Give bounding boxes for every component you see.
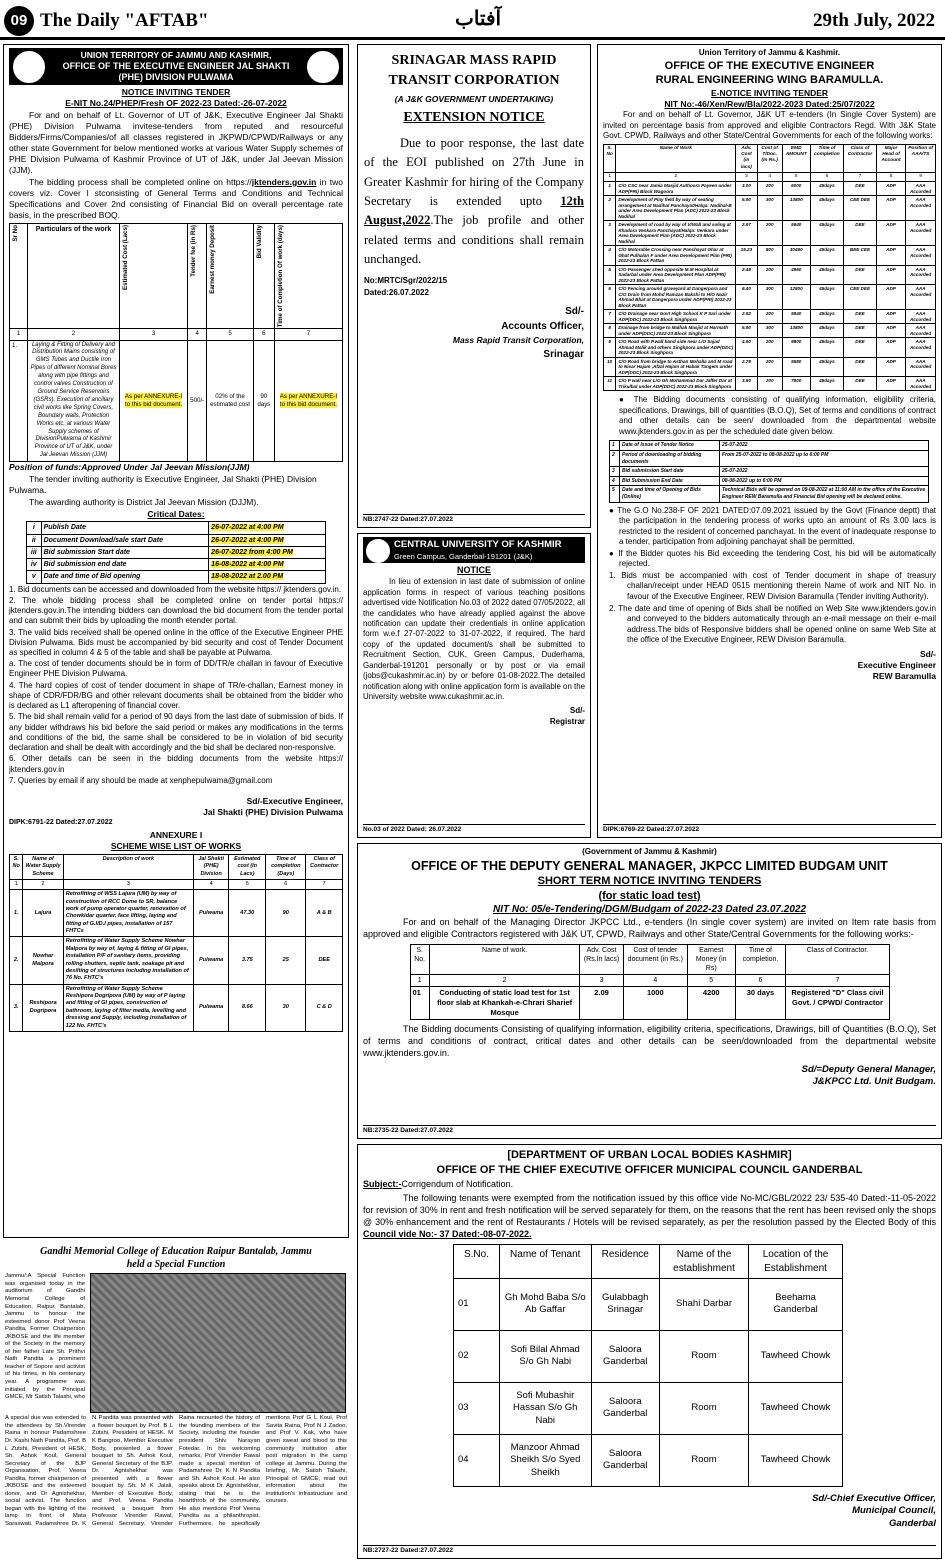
phe-point: a. The cost of tender documents should be in form of DD/TR/e challan in favour of Executive Engineer PHE Division Pulwama. (9, 659, 343, 679)
smrt-date: Dated:26.07.2022 (364, 288, 429, 298)
phe-para-1: For and on behalf of Lt. Governor of UT of J&K, Executive Engineer Jal Shakti (PHE) Division Pulwama invitese-tenders from reputed and resourceful Bidders/Firms/Companies/of all classes registered in JKPWD/CPWD/Railways or any other state Government for below mentioned works at various Water Supply schemes of PHE Division Pulwama of Kashmir Province of UT of J&K, under Jal Jeevan Mission (JJM). (9, 109, 343, 175)
rew-point-2: 2. The date and time of opening of Bids shall be notified on Web Site www.jktenders.gov.in and conveyed to the bidders automatically through an e-mail message on their e-mail address.The bids of Responsive bidders shall be opened online on same Web Site at the office of the Executive Engineer, REW Division Baramulla. (609, 603, 936, 645)
jkpcc-signatory: Sd/=Deputy General Manager, (801, 1063, 936, 1075)
rew-bullet-1: ● The Bidding documents consisting of qualifying information, eligibility criteria, specifications, Drawings, bill of quantities (B.O.Q), Set of terms and conditions of contract and other details can be seen/ downloaded from the departmental website www.jktenders.gov.in as per the scheduled date given below. (619, 395, 936, 436)
rew-works-table (603, 144, 936, 392)
jal-shakti-logo-icon (307, 51, 339, 83)
rew-bullet-3: ● If the Bidder quotes his Bid exceeding the tendering Cost, his bid will be automatically rejected. (609, 548, 936, 569)
issue-date: 29th July, 2022 (813, 10, 935, 31)
jkpcc-subtitle: (for static load test) (598, 889, 701, 902)
jkpcc-nit: NIT No: 05/e-Tendering/DGM/Budgam of 2022-23 Dated 23.07.2022 (492, 904, 807, 916)
table-row: 2. Nowhar Malpora Retrofitting of Water Supply Scheme Nowhar Malpora by way of, laying & fitting of GI pipes, installation P/F of sanitary items, providing rolling shutters, septic tank, soakage pit and desilting of structures including installation of 76 No. FHTC's Pulwama 3.75 25 DEE (10, 937, 343, 984)
phe-point: 2. The whole bidding process shall be completed online on tender portal https:// jktenders.gov.in.The intending bidders can download the bid document from the tender portal and can submit their bids by uploading the month etender portal. (9, 595, 343, 626)
paper-name: The Daily "AFTAB" (40, 10, 209, 31)
table-row: 1 2 3 4 5 6 7 (10, 879, 343, 889)
rew-dipk: DIPK:6769-22 Dated:27.07.2022 (603, 824, 936, 835)
smrt-signatory: Accounts Officer, (501, 320, 584, 332)
table-row: 7 C/O Drainage near Govt High School K P Sari under ADP(DDC) 2022-23 Block Singhpora 2.92 200 5840 45days DEE ADP AAA Accorded (604, 310, 936, 324)
phe-signatory-office: Jal Shakti (PHE) Division Pulwama (203, 807, 343, 818)
table-row: 5 C/O Passenger shed opposite M.M Hospital at Sadarbal under Area Development Plan ADP(PRI) 2022-23 Block Pattan 2.48 200 4960 45days DEE ADP AAA Accorded (604, 265, 936, 285)
phe-points (9, 585, 343, 786)
mcg-subject: Subject:-Corrigendum of Notification. (363, 1179, 514, 1190)
table-row: 1 C/O CSC near Jamia Masjid Authoora Payeen under ADP(PRI) Block Wagoora 3.00 200 6000 45days DEE ADP AAA Accorded (604, 182, 936, 196)
jkpcc-nb: NB:2735-22 Dated:27.07.2022 (363, 1125, 936, 1136)
table-row: iii Bid submission Start date 26-07-2022 from 4:00 PM (27, 546, 326, 558)
jkpcc-notice-title: SHORT TERM NOTICE INVITING TENDERS (537, 875, 762, 888)
mcg-nb: NB:2727-22 Dated:27.07.2022 (363, 1545, 936, 1556)
table-row: 10 C/O Road from bridge to Asthan Mohalla and M road to Nisar Hajam ,Afzal Hajam at Habak Tangem under ADP(DDC) 2022-23 Block Singhpora 2.79 200 5580 45days DEE ADP AAA Accorded (604, 357, 936, 377)
rew-signatory: Executive Engineer (857, 659, 936, 670)
table-row: 1 2 3 4 5 6 7 (10, 329, 343, 340)
phe-notice-title: NOTICE INVITING TENDER (121, 87, 231, 98)
table-row: 1 2 3 4 5 6 7 (410, 975, 889, 987)
phe-nit-number: E-NIT No.24/PHEP/Fresh OF 2022-23 Dated:-26-07-2022 (65, 98, 287, 109)
gmc-subheadline: held a Special Function (126, 1259, 226, 1271)
table-header-row: Sr No Particulars of the work Estimated Cost (Lacs) Tender fee (in Rs) Earnest money Deposit Bid Validity Time of Completion Of work (days) (10, 224, 343, 329)
rew-dates-table (609, 440, 929, 502)
table-row: 1. Laying & Fitting of Delivery and Distribution Mains consisting of GMS Tubes and Ductile Iron Pipes of different Nominal Bores along with pipe fittings and control valves Construction of Ground Service Reservoirs (GSRs), Execution of ancillary civil works like Spring Covers, Boundary walls, Protection Works etc. at various Water Supply schemes of DivisionPulwama of Kashmir Province of UT of J&K, under Jal Jeevan Mission (JJM) As per ANNEXURE-I to this bid document. 500/- 02% of the estimated cost 90 days As per ANNEXURE-I to this bid document. (10, 340, 343, 462)
table-header-row: S. No Name of Work Adv. Cost (in lacs) Cost of T/Doc. (In Rs.) EMD AMOUNT Time of completion Class of Contractor Major Head of Account Position of AAA/TS (604, 144, 936, 172)
table-row: 6 C/O Fencing around graveyard at Dangerpora and C/O Drain from Mohd Ramzan Bakshi to H/O Nazir Ahmad Bhat at Dangerpora under ADP(PRI) 2022-23 Block Pattan 6.40 300 12800 45days CEE DEE ADP AAA Accorded (604, 285, 936, 310)
jkpcc-para-1: For and on behalf of the Managing Director JKPCC Ltd., e-tenders (In single cover system) are invited on Item rate basis from approved and eligible Contractors registered with J&K UT, CPWD, Railways and other State/Central Governments for the following works:- (363, 917, 936, 940)
rew-notice-title: E-NOTICE INVITING TENDER (710, 87, 829, 98)
table-row: i Publish Date 26-07-2022 at 4:00 PM (27, 522, 326, 534)
gmc-cols: A special due was extended to the attendees by Sh.Virender Raina in honour Padamshree Dr. Kashi Nath Pandita, Prof. B L Zutshi, President of HESK, Sh. Ashok Koul, General Secretary of the BJP Organisation, Prof. Veena Pandita, former chairperson of JKBOSE and the esteemed donor, and Dr Agnishekhar, social activist. The function began with the lighting of the lamp in front of Mata Saraswati. Padamshree Dr. K N Pandita was presented with a flower bouquet by Prof. B L Zutshi, President of HESK. M K Bangroo, Member Executive Body, presented a flower bouquet to Sh. Ashok Koul, General Secretary of the BJP. Dr. Agnishekhar was presented with a flower bouquet by Sh. M K Jalali, Member of Executive Body, and Prof. Veena Pandita received a bouquet from Professor Virender Rawal, General Secretary. Virender Raina recounted the history of the founding members of the Society, including the founder president Shiv Narayan Fotedar. In his welcoming remarks, Prof Virender Rawal made a special mention of Padamshree Dr. K N Pandita and Sh. Ashok Koul. He also speaks about Dr. Agnishekhar, stating that he is the heartthrob of the community. He also mentions Prof Veena Pandita as a philanthropist. Furthermore, he specifically mentions Prof G L Koul, Prof Savita Raina, Prof N J Zadoo, and Prof V. Kak, who have given sweat and blood to this community institution after post migration in the camp college at Jammu. During the briefing, Mr. Satish Talashi, Principal of GMCE, read out information about the institution's infrastructure and courses. (5, 1415, 347, 1528)
phe-division-line: (PHE) DIVISION PULWAMA (118, 71, 234, 82)
phe-works-table (9, 223, 343, 462)
rew-office: OFFICE OF THE EXECUTIVE ENGINEER (664, 59, 875, 72)
cuk-notice: CENTRAL UNIVERSITY OF KASHMIR Green Campus, Ganderbal-191201 (J&K) NOTICE In lieu of extension in last date of submission of online application forms in respect of various teaching positions advertised vide Notification No.03 of 2022 dated 07/05/2022, all the candidates who have already applied against the above notification can update their credentials in online application form w.e.f 27-07-2022 to 31-07-2022, if required. The hard copy of the updated document/s shall be submitted to Recruitment Section, CUK, Green Campus, Duderhama, Ganderbal-191201 personally or by post or via email (jobs@cukashmir.ac.in) by or before 01-08-2022.The detailed notification along with online application form is available on the University website www.cukashmir.ac.in. Sd/- Registrar No.03 of 2022 Dated: 26.07.2022 (357, 533, 591, 838)
jkpcc-works-table (410, 944, 890, 1021)
smrt-undertaking: (A J&K GOVERNMENT UNDERTAKING) (394, 94, 554, 105)
mc-ganderbal-notice: [DEPARTMENT OF URBAN LOCAL BODIES KASHMIR] OFFICE OF THE CHIEF EXECUTIVE OFFICER MUNICIPAL COUNCIL GANDERBAL Subject:-Corrigendum of Notification. The following tenants were exempted from the notification issued by this office vide No-MC/GBL/2022 23/ 535-40 Dated:-11-05-2022 for revision of 30% in rent and fresh notification will be served separately for them, on the reasons that the rent has been revised only the shops @ 30% enhancement and the rent of Restaurants / Hotels will be revised separately, as per the resolution passed by the Elected Body of this Council vide No:- 37 Dated:-08-07-2022. S.No. Name of Tenant Residence Name of the establishment Location of the Establishment 01 Gh Mohd Baba S/o Ab Gaffar Gulabbagh Srinagar Shahi Darbar Beehama Ganderbal 02 Sofi Bilal Ahmad S/o Gh Nabi Saloora Ganderbal Room Tawheed Chowk 03 Sofi Mubashir Hassan S/o Gh Nabi Saloora Ganderbal Room Tawheed Chowk 04 Manzoor Ahmad Sheikh S/o Syed Sheikh Saloora Ganderbal Room Tawheed Chowk Sd/-Chief Executive Officer, Municipal Council, Ganderbal NB:2727-22 Dated:27.07.2022 (357, 1144, 942, 1559)
cuk-notice-title: NOTICE (456, 565, 491, 576)
table-row: 1. Lajura Retrofitting of WSS Lajura (UM) by way of construction of RCC Dome to SR, balance work of pump operator quarter, renovation of Chowkidar quarter, face lifting, laying and fitting of G.I/D.I pipes, installation of 157 FHTCs Pulwama 47.30 90 A & B (10, 890, 343, 937)
rew-para-1: For and on behalf of Lt. Governor, J&K UT e-tenders (In Single Cover System) are invited on percentage basis from approved and eligible Contractors Regd. With J&K State Govt. CPWD, Railways and other State/Central Governments for each of the following works: (603, 110, 936, 141)
phe-dipk: DIPK:6791-22 Dated:27.07.2022 (9, 819, 113, 827)
smrt-title: SRINAGAR MASS RAPID TRANSIT CORPORATION (388, 53, 560, 88)
phe-critical-dates-table (26, 521, 326, 583)
page-number: 09 (4, 6, 34, 36)
rew-ut: Union Territory of Jammu & Kashmir. (698, 48, 841, 57)
gmc-function-photo (90, 1273, 346, 1413)
table-row: 4 C/O Motorable Crossing near Panchayat Ghar at Ghat Pulhalan F under Area Development Plan (PRI) 2022-23 Block Pattan 15.23 800 30460 45days BEE CEE ADP AAA Accorded (604, 246, 936, 266)
annexure-title: ANNEXURE I (149, 829, 203, 840)
table-row: 1 Date of Issue of Tender Notice 25-07-2022 (610, 441, 929, 451)
table-header-row: S. No. Name of work. Adv. Cost (Rs.In lacs) Cost of tender document (in Rs.) Earnest Money (in Rs) Time of completion. Class of Contractor. (410, 944, 889, 975)
table-row: 4 Bid Submission End Date 08-08-2022 up to 6:00 PM (610, 476, 929, 486)
table-header-row: S. No Name of Water Supply Scheme Description of work Jal Shakti (PHE) Division Estimated cost (in Lacs) Time of completion (Days) Class of Contractor (10, 855, 343, 880)
phe-ut-line: UNION TERRITORY OF JAMMU AND KASHMIR, (80, 50, 272, 60)
cuk-ref: No.03 of 2022 Dated: 26.07.2022 (363, 824, 585, 835)
mcg-tenants-table (453, 1244, 843, 1486)
phe-point: 5. The bid shall remain valid for a period of 90 days from the last date of submission of bids. If any bidder withdraws his bid before the said period or makes any modifications in the terms and conditions of the bid, the same shall be considered to be in violation of bid security declaration and shall be dealt with accordingly and the bid shall be declared non-responsive. (9, 712, 343, 753)
cuk-logo-icon (366, 539, 390, 563)
rew-baramulla-notice: Union Territory of Jammu & Kashmir. OFFICE OF THE EXECUTIVE ENGINEER RURAL ENGINEERING WING BARAMULLA. E-NOTICE INVITING TENDER NIT No:-46/Xen/Rew/Bla/2022-2023 Dated:25/07/2022 For and on behalf of Lt. Governor, J&K UT e-tenders (In Single Cover System) are invited on percentage basis from approved and eligible Contractors Regd. With J&K State Govt. CPWD, Railways and other State/Central Governments for each of the following works: S. No Name of Work Adv. Cost (in lacs) Cost of T/Doc. (In Rs.) EMD AMOUNT Time of completion Class of Contractor Major Head of Account Position of AAA/TS 1 2 3 4 5 6 7 8 9 1 C/O CSC near Jamia Masjid Authoora Payeen under ADP(PRI) Block Wagoora 3.00 200 6000 45days DEE ADP AAA Accorded 2 Development of Play field by way of seating arrangement at Nadihal Panchayat/Halqa: Nadihal-B under Area Development Plan (ADC) 2022-23 Block Nadihal 6.90 300 13800 45days CEE DEE ADP AAA Accorded 3 Development of road by way of V/Wall and soling at Khadora Venkara Panchayat/Halqa: Venkara under Area Development Plan (ADC) 2022-23 Block Nadihal 2.97 200 5940 45days DEE ADP AAA Accorded 4 C/O Motorable Crossing near Panchayat Ghar at Ghat Pulhalan F under Area Development Plan (PRI) 2022-23 Block Pattan 15.23 800 30460 45days BEE CEE ADP AAA Accorded 5 C/O Passenger shed opposite M.M Hospital at Sadarbal under Area Development Plan ADP(PRI) 2022-23 Block Pattan 2.48 200 4960 45days DEE ADP AAA Accorded 6 C/O Fencing around graveyard at Dangerpora and C/O Drain from Mohd Ramzan Bakshi to H/O Nazir Ahmad Bhat at Dangerpora under ADP(PRI) 2022-23 Block Pattan 6.40 300 12800 45days CEE DEE ADP AAA Accorded 7 C/O Drainage near Govt High School K P Sari under ADP(DDC) 2022-23 Block Singhpora 2.92 200 5840 45days DEE ADP AAA Accorded 8 Drainage from bridge to Malhak Masjid at Harmath under ADP(DDC) 2022-23 Block Singhpora 6.90 300 13800 45days DEE ADP AAA Accorded 9 C/O Road with P.wall band side near L/O Sajad Ahmad Malik and others Singhpora under ADP(DDC) 2022-23 Block Singhpora 4.90 200 9800 45days DEE ADP AAA Accorded 10 C/O Road from bridge to Asthan Mohalla and M road to Nisar Hajam ,Afzal Hajam at Habak Tangem under ADP(DDC) 2022-23 Block Singhpora 2.79 200 5580 45days DEE ADP AAA Accorded 11 C/O P wall near L/O Gh Mohammad Dar Jaffer Dar at Trikulbal under ADP(DDC) 2022-23 Block Singhpora 3.90 200 7800 45days DEE ADP AAA Accorded ● The Bidding documents consisting of qualifying information, eligibility criteria, specifications, Drawings, bill of quantities (B.O.Q), Set of terms and conditions of contract and other details can be seen/ downloaded from the departmental website www.jktenders.gov.in as per the scheduled date given below. 1 Date of Issue of Tender Notice 25-07-2022 2 Period of downloading of bidding documents From 25-07-2022 to 08-08-2022 up to 6:00 PM 3 Bid submission Start date 25-07-2022 4 Bid Submission End Date 08-08-2022 up to 6:00 PM 5 Date and time of Opening of Bids (Online) Technical Bids will be opened on 09-08-2022 at 11:00 AM in the office of the Executive Engineer REW Baramulla and Financial Bid opening will be declared online. ● The G.O No.238-F OF 2021 DATED:07.09.2021 issued by the Govt (Finance deptt) that the participation in the tendering process of works upto an amount of Rs 3.00 lacs is restricted to the resident of concerned panchayat. In the event of inadequate response to a tender, participation from adjoining panchayat shall be permitted. ● If the Bidder quotes his Bid exceeding the tendering Cost, his bid will be automatically rejected. 1. Bids must be accompanied with cost of Tender document in shape of treasury challan/receipt under HEAD 0515 mentioning therein Name of work and NIT No. in favour of the Executive Engineer, REW Division Baramulla (Tender inviting Authority). 2. The date and time of opening of Bids shall be notified on Web Site www.jktenders.gov.in and conveyed to the bidders automatically through an e-mail message on their e-mail address.The bids of Responsive bidders shall be opened online on same Web Site at the office of the Executive Engineer, REW Division Baramulla. Sd/- Executive Engineer REW Baramulla DIPK:6769-22 Dated:27.07.2022 (597, 44, 942, 838)
rew-point-1: 1. Bids must be accompanied with cost of Tender document in shape of treasury challan/receipt under HEAD 0515 mentioning therein Name of work and NIT No. in favour of the Executive Engineer, REW Division Baramulla (Tender inviting Authority). (609, 570, 936, 602)
phe-point: 4. The hard copies of cost of tender document in shape of TR/e-challan, Earnest money in shape of CDR/FDR/BG and other relevant documents shall be obtained from the bidder who is declared as L1 afteropening of financial cover. (9, 680, 343, 711)
table-row: ii Document Download/sale start Date 26-07-2022 at 4:00 PM (27, 534, 326, 546)
table-row: 1 2 3 4 5 6 7 8 9 (604, 172, 936, 181)
cuk-body: In lieu of extension in last date of submission of online application forms in respect of various teaching positions advertised vide Notification No.03 of 2022 dated 07/05/2022, all the candidates who have already applied against the above notification can update their credentials in online application form w.e.f 27-07-2022 to 31-07-2022, if required. The hard copy of the updated document/s shall be submitted to Recruitment Section, CUK, Green Campus, Duderhama, Ganderbal-191201 personally or by post or via email (jobs@cukashmir.ac.in) by or before 01-08-2022.The detailed notification along with online application form is available on the University website www.cukashmir.ac.in. (363, 577, 585, 701)
table-row: 01 Gh Mohd Baba S/o Ab Gaffar Gulabbagh Srinagar Shahi Darbar Beehama Ganderbal (454, 1278, 843, 1330)
jkpcc-govt: (Government of Jammu & Kashmir) (582, 847, 717, 856)
table-row: 8 Drainage from bridge to Malhak Masjid at Harmath under ADP(DDC) 2022-23 Block Singhpora 6.90 300 13800 45days DEE ADP AAA Accorded (604, 324, 936, 338)
gmc-news-item (3, 1243, 349, 1559)
phe-pulwama-notice (3, 44, 349, 1238)
phe-para-2: The bidding process shall be completed online on https://jktenders.gov.in in two covers viz. Cover I stconsisting of General Terms and Conditions and Technical Specifications and Cover 2nd consisting of Financial Bid on overall percentage rate basis, in the prescribed BOQ. (9, 176, 343, 220)
cuk-header: CENTRAL UNIVERSITY OF KASHMIR Green Campus, Ganderbal-191201 (J&K) (363, 537, 585, 563)
smrt-extension-notice: SRINAGAR MASS RAPID TRANSIT CORPORATION (A J&K GOVERNMENT UNDERTAKING) EXTENSION NOTICE Due to poor response, the last date of the EOI published on 27th June in Greater Kashmir for hiring of the Company Secretary is extended upto 12th August,2022.The job profile and other related terms and conditions shall remain unchanged. No:MRTC/Sgr/2022/15 Dated:26.07.2022 Sd/- Accounts Officer, Mass Rapid Transit Corporation, Srinagar NB:2747-22 Dated:27.07.2022 (357, 44, 591, 528)
phe-critical-dates-title: Critical Dates: (147, 509, 205, 520)
gmc-col-1: Jammu/:A Special Function was organised today in the auditorium of Gandhi Memorial College of Education, Raipur, Bantalab, Jammu to honour the esteemed donor Prof Veena Pandita, Former Chairperson JKBOSE and the life member of the Society in the memory of her father Late Sh. Prithvi Nath Pandita a prominent teacher of Sopore and activist of his times, in his centenary year. A programme was initiated by the Principal GMCE, Mr Satish Talashi, who (5, 1273, 85, 1401)
phe-awarding: The awarding authority is District Jal Jeevan Mission (DJJM). (29, 497, 259, 508)
rew-wing: RURAL ENGINEERING WING BARAMULLA. (655, 74, 884, 87)
phe-point: 7. Queries by email if any should be made at xenphepulwama@gmail.com (9, 775, 273, 785)
annexure-subtitle: SCHEME WISE LIST OF WORKS (110, 840, 242, 851)
masthead (0, 0, 945, 40)
rew-nit: NIT No:-46/Xen/Rew/Bla/2022-2023 Dated:25/07/2022 (664, 98, 875, 109)
annexure-table (9, 854, 343, 1032)
jkpcc-para-2: The Bidding documents Consisting of qualifying information, eligibility criteria, specifications, Drawings, bill of Quantities (B.O.Q), Set of terms and conditions of contract, critical dates and other details can be seen/downloaded from the departmental website www.jktenders.gov.in. (363, 1024, 936, 1059)
phe-header (9, 48, 343, 85)
jkpcc-office: OFFICE OF THE DEPUTY GENERAL MANAGER, JKPCC LIMITED BUDGAM UNIT (411, 858, 888, 873)
table-row: 2 Period of downloading of bidding documents From 25-07-2022 to 08-08-2022 up to 6:00 PM (610, 451, 929, 467)
table-row: 02 Sofi Bilal Ahmad S/o Gh Nabi Saloora Ganderbal Room Tawheed Chowk (454, 1330, 843, 1382)
paper-logo: آفتاب (455, 6, 502, 30)
table-row: 03 Sofi Mubashir Hassan S/o Gh Nabi Saloora Ganderbal Room Tawheed Chowk (454, 1382, 843, 1434)
mcg-para: The following tenants were exempted from the notification issued by this office vide No-MC/GBL/2022 23/ 535-40 Dated:-11-05-2022 for revision of 30% in rent and fresh notification will be served separately for them, on the reasons that the rent has been revised only the shops @ 30% enhancement and the rent of Restaurants / Hotels will be revised separately, as per the resolution passed by the Elected Body of this Council vide No:- 37 Dated:-08-07-2022. (363, 1192, 936, 1240)
smrt-ref-no: No:MRTC/Sgr/2022/15 (364, 275, 448, 285)
phe-signatory: Sd/-Executive Engineer, (246, 796, 343, 807)
table-row: 01 Conducting of static load test for 1st floor slab at Khankah-e-Chrari Sharief Mosque 2.09 1000 4200 30 days Registered "D" Class civil Govt. / CPWD/ Contractor (410, 987, 889, 1020)
cuk-signatory: Registrar (549, 716, 585, 726)
mcg-signatory: Sd/-Chief Executive Officer, (812, 1492, 936, 1504)
gmc-headline: Gandhi Memorial College of Education Raipur Bantalab, Jammu (40, 1246, 312, 1257)
table-header-row: S.No. Name of Tenant Residence Name of the establishment Location of the Establishment (454, 1245, 843, 1278)
table-row: 2 Development of Play field by way of seating arrangement at Nadihal Panchayat/Halqa: Nadihal-B under Area Development Plan (ADC) 2022-23 Block Nadihal 6.90 300 13800 45days CEE DEE ADP AAA Accorded (604, 196, 936, 221)
mcg-dept: [DEPARTMENT OF URBAN LOCAL BODIES KASHMIR] (507, 1149, 792, 1161)
phe-point: 6. Other details can be seen in the bidding documents from the website https:// jktenders.gov.in (9, 754, 343, 774)
jkpcc-notice: (Government of Jammu & Kashmir) OFFICE OF THE DEPUTY GENERAL MANAGER, JKPCC LIMITED BUDGAM UNIT SHORT TERM NOTICE INVITING TENDERS (for static load test) NIT No: 05/e-Tendering/DGM/Budgam of 2022-23 Dated 23.07.2022 For and on behalf of the Managing Director JKPCC Ltd., e-tenders (In single cover system) are invited on Item rate basis from approved and eligible Contractors registered with J&K UT, CPWD, Railways and other State/Central Governments for the following works:- S. No. Name of work. Adv. Cost (Rs.In lacs) Cost of tender document (in Rs.) Earnest Money (in Rs) Time of completion. Class of Contractor. 1 2 3 4 5 6 7 01 Conducting of static load test for 1st floor slab at Khankah-e-Chrari Sharief Mosque 2.09 1000 4200 30 days Registered "D" Class civil Govt. / CPWD/ Contractor The Bidding documents Consisting of qualifying information, eligibility criteria, specifications, Drawings, bill of Quantities (B.O.Q), Set of terms and conditions of contract, critical dates and other details can be seen/downloaded from the departmental website www.jktenders.gov.in. Sd/=Deputy General Manager, J&KPCC Ltd. Unit Budgam. NB:2735-22 Dated:27.07.2022 (357, 843, 942, 1139)
table-row: v Date and time of Bid opening 18-08-2022 at 2.00 PM (27, 571, 326, 583)
table-row: 3 Bid submission Start date 25-07-2022 (610, 467, 929, 477)
table-row: 9 C/O Road with P.wall band side near L/O Sajad Ahmad Malik and others Singhpora under ADP(DDC) 2022-23 Block Singhpora 4.90 200 9800 45days DEE ADP AAA Accorded (604, 338, 936, 358)
phe-funds: Position of funds:Approved Under Jal Jeevan Mission(JJM) (9, 462, 250, 473)
table-row: 04 Manzoor Ahmad Sheikh S/o Syed Sheikh Saloora Ganderbal Room Tawheed Chowk (454, 1434, 843, 1486)
rew-bullet-2: ● The G.O No.238-F OF 2021 DATED:07.09.2021 issued by the Govt (Finance deptt) that the participation in the tendering process of works upto an amount of Rs 3.00 lacs is restricted to the resident of concerned panchayat. In the event of inadequate response to a tender, participation from adjoining panchayat shall be permitted. (609, 505, 936, 547)
table-row: iv Bid submission end date 16-08-2022 at 4:00 PM (27, 559, 326, 571)
jk-emblem-icon (13, 51, 45, 83)
phe-point: 1. Bid documents can be accessed and downloaded from the website https:// jktenders.gov.in. (9, 584, 342, 594)
table-row: 11 C/O P wall near L/O Gh Mohammad Dar Jaffer Dar at Trikulbal under ADP(DDC) 2022-23 Block Singhpora 3.90 200 7800 45days DEE ADP AAA Accorded (604, 377, 936, 391)
table-row: 5 Date and time of Opening of Bids (Online) Technical Bids will be opened on 09-08-2022 at 11:00 AM in the office of the Executive Engineer REW Baramulla and Financial Bid opening will be declared online. (610, 486, 929, 502)
table-row: 3. Reshipora Dogripora Retrofitting of Water Supply Scheme Reshipora Dogripora (UM) by way of P laying and fitting of GI pipes, construction of bathroom, laying of filter media, levelling and dressing and Supply, including installation of 122 No. FHTC's Pulwama 8.66 30 C & D (10, 984, 343, 1031)
mcg-office: OFFICE OF THE CHIEF EXECUTIVE OFFICER MUNICIPAL COUNCIL GANDERBAL (436, 1163, 863, 1176)
phe-office-line: OFFICE OF THE EXECUTIVE ENGINEER JAL SHAKTI (62, 60, 290, 71)
smrt-notice-title: EXTENSION NOTICE (403, 110, 545, 126)
phe-portal-link[interactable]: jktenders.gov.in (251, 176, 317, 187)
phe-authority: The tender inviting authority is Executive Engineer, Jal Shakti (PHE) Division Pulwama. (9, 474, 317, 496)
table-row: 3 Development of road by way of V/Wall and soling at Khadora Venkara Panchayat/Halqa: Venkara under Area Development Plan (ADC) 2022-23 Block Nadihal 2.97 200 5940 45days DEE ADP AAA Accorded (604, 221, 936, 246)
smrt-nb: NB:2747-22 Dated:27.07.2022 (363, 514, 585, 525)
smrt-body: Due to poor response, the last date of the EOI published on 27th June in Greater Kashmir for hiring of the Company Secretary is extended upto 12th August,2022.The job profile and other related terms and conditions shall remain unchanged. (364, 135, 584, 267)
phe-point: 3. The valid bids received shall be opened online in the office of the Executive Engineer PHE Division Pulwama. Bids must be accompanied by bid security and cost of Tender Document as specified in column 4 & 5 of the table and shall be payable at Pulwama. (9, 627, 343, 657)
